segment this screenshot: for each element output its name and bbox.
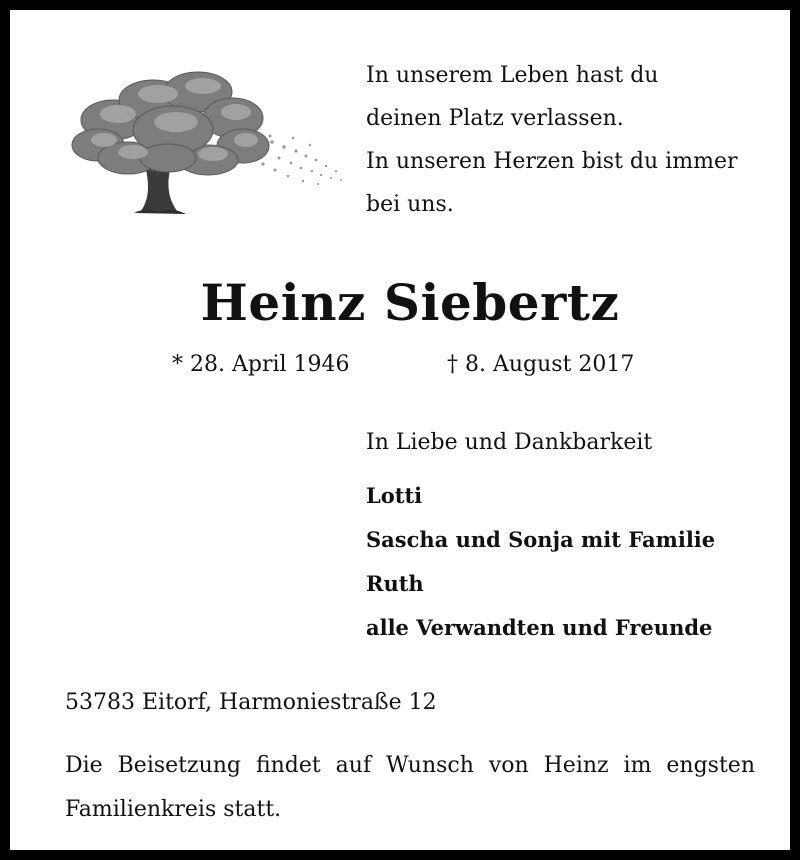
mourners-list — [366, 474, 786, 650]
mourner-name: Lotti — [366, 483, 423, 508]
funeral-notice: Die Beisetzung findet auf Wunsch von Heinz im engsten Familienkreis statt. — [65, 753, 755, 822]
mourner-name: Ruth — [366, 571, 424, 596]
dedication-line: In Liebe und Dankbarkeit — [366, 430, 653, 455]
tree-illustration-icon — [58, 50, 348, 225]
death-date: † 8. August 2017 — [447, 352, 635, 377]
family-address: 53783 Eitorf, Harmoniestraße 12 — [65, 690, 437, 715]
poem-line: deinen Platz verlassen. — [366, 106, 624, 131]
memorial-poem — [366, 54, 786, 226]
mourner-name: alle Verwandten und Freunde — [366, 615, 713, 640]
birth-date: * 28. April 1946 — [172, 352, 350, 377]
mourner-name: Sascha und Sonja mit Familie — [366, 527, 716, 552]
poem-line: In unseren Herzen bist du immer — [366, 149, 738, 174]
poem-line: bei uns. — [366, 192, 454, 217]
deceased-name: Heinz Siebertz — [200, 273, 620, 332]
poem-line: In unserem Leben hast du — [366, 63, 659, 88]
